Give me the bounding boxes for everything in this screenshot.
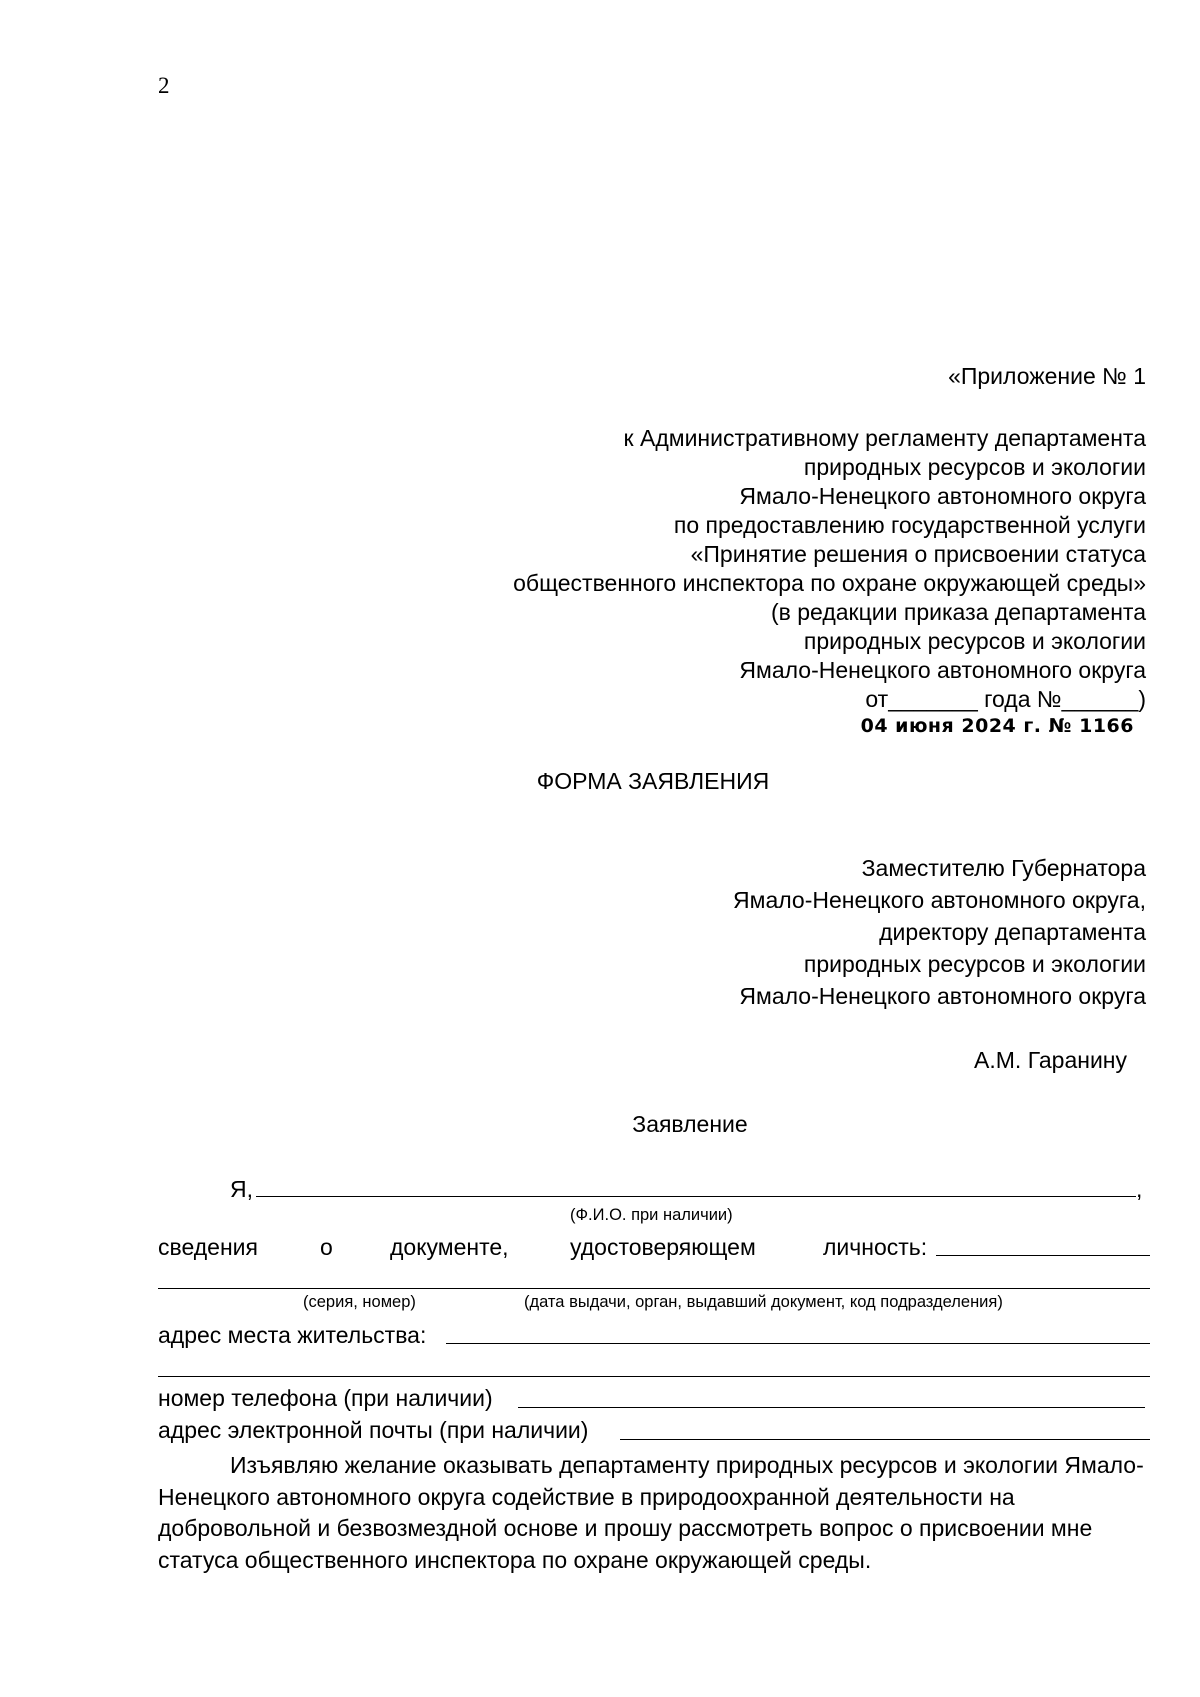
fio-trailing-comma: , <box>1136 1176 1143 1202</box>
document-underline-2[interactable] <box>158 1288 1150 1289</box>
email-label: адрес электронной почты (при наличии) <box>158 1417 589 1443</box>
addressee-block <box>733 852 1146 1012</box>
appendix-line: общественного инспектора по охране окружающей среды» <box>513 570 1146 596</box>
phone-underline[interactable] <box>518 1407 1145 1408</box>
appendix-line: (в редакции приказа департамента <box>771 599 1146 625</box>
addressee-line: природных ресурсов и экологии <box>803 951 1146 977</box>
addressee-line: Заместителю Губернатора <box>861 855 1146 881</box>
appendix-line: природных ресурсов и экологии <box>803 628 1146 654</box>
page-number: 2 <box>158 73 170 98</box>
document-underline[interactable] <box>936 1255 1150 1256</box>
doc-word: личность: <box>823 1234 928 1260</box>
appendix-title: «Приложение № 1 <box>948 363 1146 389</box>
address-underline[interactable] <box>446 1343 1150 1344</box>
address-underline-2[interactable] <box>158 1376 1150 1377</box>
series-hint: (серия, номер) <box>303 1293 416 1311</box>
i-label: Я, <box>230 1176 253 1202</box>
issue-hint: (дата выдачи, орган, выдавший документ, код подразделения) <box>524 1293 1003 1311</box>
fio-underline[interactable] <box>256 1196 1136 1197</box>
appendix-line: по предоставлению государственной услуги <box>673 512 1146 538</box>
email-underline[interactable] <box>620 1439 1150 1440</box>
addressee-line: директору департамента <box>879 919 1146 945</box>
appendix-line: к Административному регламенту департамента <box>623 425 1146 451</box>
appendix-line: Ямало-Ненецкого автономного округа <box>739 657 1146 683</box>
appendix-line: Ямало-Ненецкого автономного округа <box>739 483 1146 509</box>
addressee-line: Ямало-Ненецкого автономного округа, <box>733 887 1146 913</box>
fio-hint: (Ф.И.О. при наличии) <box>570 1206 733 1224</box>
appendix-block <box>513 424 1146 714</box>
statement-paragraph: Изъявляю желание оказывать департаменту природных ресурсов и экологии Ямало-Ненецкого автономного округа содействие в природоохранной деятельности на добровольной и безвозмездной основе и прошу рассмотреть вопрос о присвоении мне статуса общественного инспектора по охране окружающей среды. <box>158 1452 1144 1573</box>
order-date-stamp: 04 июня 2024 г. № 1166 <box>860 715 1134 737</box>
doc-word: сведения <box>158 1234 258 1260</box>
doc-word: документе, <box>390 1234 509 1260</box>
address-label: адрес места жительства: <box>158 1322 427 1348</box>
appendix-line: «Принятие решения о присвоении статуса <box>690 541 1146 567</box>
doc-word: о <box>320 1234 333 1260</box>
doc-word: удостоверяющем <box>570 1234 756 1260</box>
statement-title: Заявление <box>632 1111 748 1137</box>
appendix-line: природных ресурсов и экологии <box>803 454 1146 480</box>
phone-label: номер телефона (при наличии) <box>158 1385 493 1411</box>
addressee-name: А.М. Гаранину <box>974 1047 1127 1073</box>
appendix-line: от_______ года №______) <box>865 686 1146 712</box>
form-title: ФОРМА ЗАЯВЛЕНИЯ <box>536 768 770 794</box>
addressee-line: Ямало-Ненецкого автономного округа <box>739 983 1146 1009</box>
